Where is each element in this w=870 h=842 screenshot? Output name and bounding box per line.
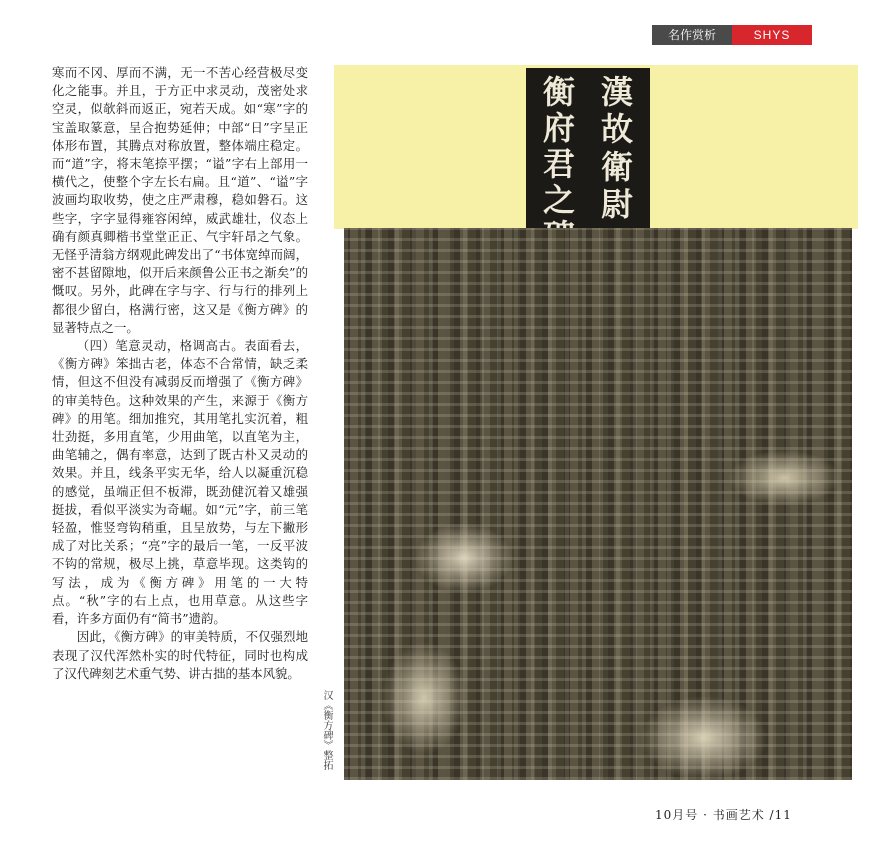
title-glyph: 衡 (542, 73, 575, 111)
article-paragraph-3: 因此，《衡方碑》的审美特质，不仅强烈地表现了汉代浑然朴实的时代特征，同时也构成了汉代碑刻艺术重气势、讲古拙的基本风貌。 (52, 629, 308, 681)
article-paragraph-1: 寒而不冈、厚而不满，无一不苦心经营极尽变化之能事。并且，于方正中求灵动，茂密处求空灵，似欹斜而返正，宛若天成。如“寒”字的宝盖取篆意，呈合抱势延伸；中部“日”字呈正体形布置，其腾点对称放置，整体端庄稳定。而“道”字，将末笔捺平摆；“谥”字右上部用一横代之，使整个字左长右扁。且“道”、“谥”字波画均取收势，使之庄严肃穆，稳如磐石。这些字，字字显得雍容闲绰，威武雄壮，仪态上确有颜真卿楷书堂堂正正、气宇轩昂之气象。无怪乎清翁方纲观此碑发出了“书体宽绰而阔，密不甚留隙地，似开后来颜鲁公正书之渐矣”的慨叹。另外，此碑在字与字、行与行的排列上都很少留白，格满行密，这又是《衡方碑》的显著特点之一。 (52, 65, 308, 335)
title-column-right (591, 74, 643, 222)
title-glyph: 尉 (600, 184, 633, 223)
rubbing-texture (344, 228, 852, 780)
stele-rubbing-image (344, 228, 852, 780)
title-column-left (533, 74, 585, 222)
article-paragraph-2: （四）笔意灵动，格调高古。表面看去，《衡方碑》笨拙古老，体态不合常情，缺乏柔情，但这不但没有减弱反而增强了《衡方碑》的审美特色。这种效果的产生，来源于《衡方碑》的用笔。细加推究，其用笔扎实沉着，粗壮劲挺，多用直笔，少用曲笔，以直笔为主，曲笔辅之，偶有率意，达到了既古朴又灵动的效果。并且，线条平实无华，给人以凝重沉稳的感觉，虽端正但不板滞，既劲健沉着又雄强挺拔，看似平淡实为奇崛。如“元”字，前三笔轻盈，惟竖弯钩稍重，且呈放势，与左下撇形成了对比关系；“亮”字的最后一笔，一反平波不钩的常规，极尽上挑，草意毕现。这类钩的写法，成为《衡方碑》用笔的一大特点。“秋”字的右上点，也用草意。从这些字看，许多方面仍有“简书”遗韵。 (52, 338, 308, 627)
title-glyph: 君 (542, 145, 575, 183)
article-body (52, 64, 308, 683)
section-label: 名作赏析 (652, 25, 732, 45)
title-glyph: 故 (600, 110, 633, 149)
page-footer: 10月号 · 书画艺术 /11 (655, 808, 792, 822)
stele-title-rubbing (526, 68, 650, 228)
title-glyph: 府 (542, 109, 575, 147)
magazine-code: SHYS (732, 25, 812, 45)
title-glyph: 衛 (600, 147, 633, 186)
title-glyph: 漢 (600, 73, 633, 111)
section-header (652, 25, 812, 45)
title-glyph: 之 (542, 181, 575, 219)
image-caption: 汉《衡方碑》整拓 (321, 690, 332, 770)
